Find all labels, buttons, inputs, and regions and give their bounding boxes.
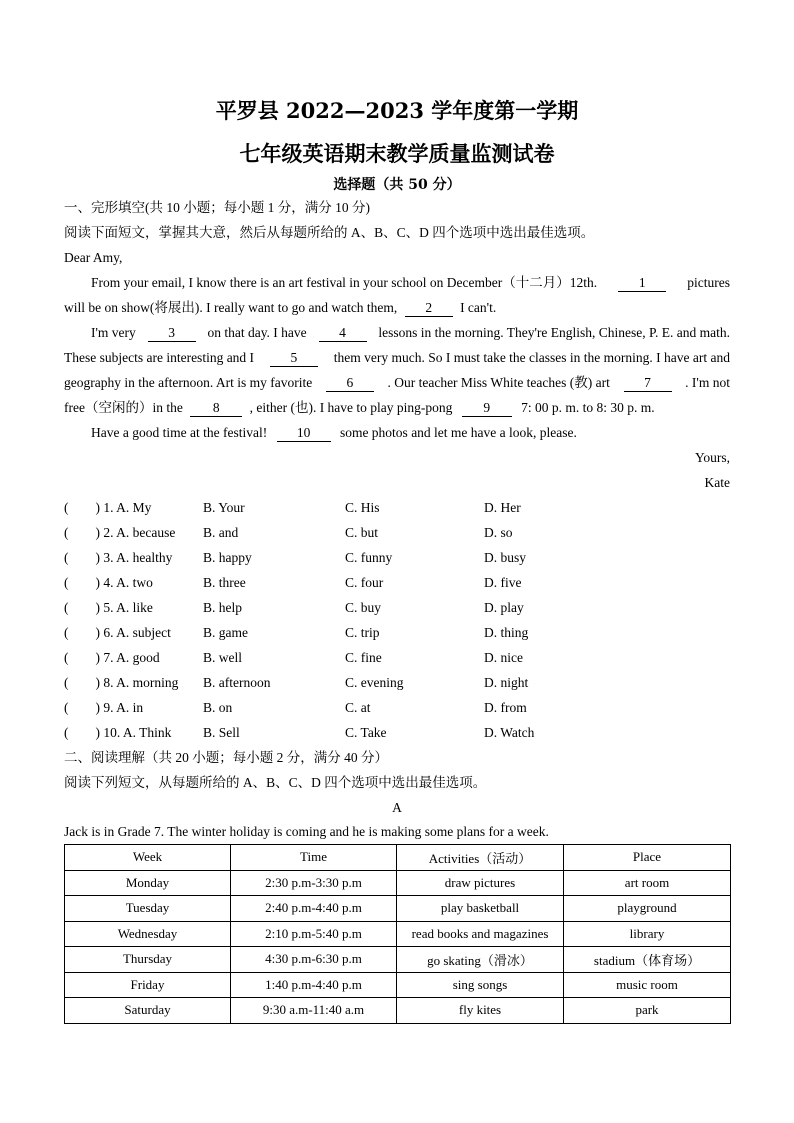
question-number-option-a: ( ) 10. A. Think	[64, 725, 172, 740]
table-row	[65, 947, 731, 973]
passage-text: them very much. So I must take the classes in the morning. I have art and	[333, 350, 730, 365]
option-c: C. His	[345, 500, 380, 515]
table-cell: read books and magazines	[397, 921, 564, 947]
blank-5: 5	[270, 350, 318, 367]
schedule-table	[64, 844, 731, 1024]
section2-heading: 二、阅读理解（共 20 小题；每小题 2 分，满分 40 分）	[64, 750, 388, 765]
option-c: C. four	[345, 575, 384, 590]
blank-6: 6	[326, 375, 374, 392]
passage-text: some photos and let me have a look, please.	[339, 425, 577, 440]
table-header: Activities（活动）	[397, 845, 564, 871]
passage-text: These subjects are interesting and I	[64, 350, 255, 365]
passage-line	[64, 373, 730, 393]
table-header: Time	[231, 845, 397, 871]
blank-3: 3	[148, 325, 196, 342]
option-b: B. afternoon	[203, 675, 271, 690]
option-c: C. trip	[345, 625, 380, 640]
table-cell: Tuesday	[65, 896, 231, 922]
table-cell: draw pictures	[397, 870, 564, 896]
blank-8: 8	[190, 400, 242, 417]
table-header: Place	[564, 845, 731, 871]
question-number-option-a: ( ) 6. A. subject	[64, 625, 171, 640]
table-cell: sing songs	[397, 972, 564, 998]
table-cell: 2:40 p.m-4:40 p.m	[231, 896, 397, 922]
option-d: D. Her	[484, 500, 521, 515]
passage-text: free（空闲的）in the	[64, 400, 183, 415]
option-d: D. thing	[484, 625, 529, 640]
table-cell: Saturday	[65, 998, 231, 1024]
table-cell: play basketball	[397, 896, 564, 922]
table-cell: 2:10 p.m-5:40 p.m	[231, 921, 397, 947]
option-d: D. from	[484, 700, 527, 715]
option-b: B. and	[203, 525, 239, 540]
option-c: C. but	[345, 525, 379, 540]
exam-title-line2: 七年级英语期末教学质量监测试卷	[239, 141, 555, 166]
letter-closing: Yours,	[694, 450, 730, 465]
section1-heading: 一、完形填空(共 10 小题；每小题 1 分，满分 10 分)	[64, 200, 370, 215]
option-d: D. five	[484, 575, 522, 590]
table-cell: stadium（体育场）	[564, 947, 731, 973]
blank-10: 10	[277, 425, 331, 442]
blank-1: 1	[618, 275, 666, 292]
section1-instruction: 阅读下面短文，掌握其大意，然后从每题所给的 A、B、C、D 四个选项中选出最佳选项。	[64, 225, 595, 240]
table-cell: Friday	[65, 972, 231, 998]
passage-label: A	[392, 800, 402, 815]
passage-text: 7: 00 p. m. to 8: 30 p. m.	[521, 400, 655, 415]
table-cell: 1:40 p.m-4:40 p.m	[231, 972, 397, 998]
option-c: C. Take	[345, 725, 387, 740]
letter-greeting: Dear Amy,	[64, 250, 123, 265]
passage-text: geography in the afternoon. Art is my favorite	[64, 375, 313, 390]
option-b: B. Your	[203, 500, 245, 515]
table-row	[65, 972, 731, 998]
exam-title-line1: 平罗县 2022—2023 学年度第一学期	[215, 98, 579, 123]
question-number-option-a: ( ) 9. A. in	[64, 700, 144, 715]
option-d: D. Watch	[484, 725, 535, 740]
table-cell: park	[564, 998, 731, 1024]
passage-line	[64, 398, 655, 418]
option-c: C. funny	[345, 550, 393, 565]
passage-text: . I'm not	[685, 375, 730, 390]
section2-instruction: 阅读下列短文，从每题所给的 A、B、C、D 四个选项中选出最佳选项。	[64, 775, 487, 790]
table-cell: art room	[564, 870, 731, 896]
option-c: C. at	[345, 700, 371, 715]
table-cell: playground	[564, 896, 731, 922]
passage-text: lessons in the morning. They're English, Chinese, P. E. and math.	[378, 325, 730, 340]
passage-text: . Our teacher Miss White teaches (教) art	[387, 375, 610, 390]
passage-text: on that day. I have	[207, 325, 307, 340]
table-cell: Thursday	[65, 947, 231, 973]
table-cell: Monday	[65, 870, 231, 896]
passage-text: will be on show(将展出). I really want to go and watch them,	[64, 300, 398, 315]
table-row	[65, 870, 731, 896]
table-row	[65, 998, 731, 1024]
option-b: B. game	[203, 625, 248, 640]
table-row	[65, 896, 731, 922]
table-cell: 4:30 p.m-6:30 p.m	[231, 947, 397, 973]
option-b: B. happy	[203, 550, 252, 565]
option-d: D. nice	[484, 650, 523, 665]
option-d: D. so	[484, 525, 513, 540]
option-b: B. on	[203, 700, 233, 715]
table-cell: 2:30 p.m-3:30 p.m	[231, 870, 397, 896]
table-header: Week	[65, 845, 231, 871]
question-number-option-a: ( ) 1. A. My	[64, 500, 152, 515]
passage-intro: Jack is in Grade 7. The winter holiday is coming and he is making some plans for a week.	[64, 824, 549, 839]
passage-text: pictures	[687, 275, 730, 290]
blank-2: 2	[405, 300, 453, 317]
passage-line	[91, 273, 730, 293]
passage-text: I can't.	[460, 300, 497, 315]
option-b: B. three	[203, 575, 246, 590]
passage-line	[64, 298, 496, 318]
option-c: C. evening	[345, 675, 404, 690]
question-number-option-a: ( ) 7. A. good	[64, 650, 160, 665]
option-d: D. busy	[484, 550, 527, 565]
option-d: D. night	[484, 675, 529, 690]
option-c: C. fine	[345, 650, 382, 665]
passage-text: Have a good time at the festival!	[91, 425, 268, 440]
passage-line	[64, 348, 730, 368]
question-number-option-a: ( ) 3. A. healthy	[64, 550, 173, 565]
blank-9: 9	[462, 400, 512, 417]
passage-line	[91, 423, 577, 443]
table-cell: music room	[564, 972, 731, 998]
question-number-option-a: ( ) 5. A. like	[64, 600, 153, 615]
table-row	[65, 921, 731, 947]
option-d: D. play	[484, 600, 524, 615]
passage-line	[91, 323, 730, 343]
table-cell: fly kites	[397, 998, 564, 1024]
question-number-option-a: ( ) 2. A. because	[64, 525, 176, 540]
passage-text: From your email, I know there is an art festival in your school on December（十二月）12th.	[91, 275, 598, 290]
question-number-option-a: ( ) 8. A. morning	[64, 675, 179, 690]
option-b: B. well	[203, 650, 242, 665]
option-c: C. buy	[345, 600, 382, 615]
blank-4: 4	[319, 325, 367, 342]
section-subtitle: 选择题（共 50 分）	[333, 177, 461, 193]
option-b: B. help	[203, 600, 242, 615]
passage-text: I'm very	[91, 325, 136, 340]
table-cell: Wednesday	[65, 921, 231, 947]
table-cell: library	[564, 921, 731, 947]
option-b: B. Sell	[203, 725, 240, 740]
table-cell: go skating（滑冰）	[397, 947, 564, 973]
question-number-option-a: ( ) 4. A. two	[64, 575, 153, 590]
blank-7: 7	[624, 375, 672, 392]
table-header-row	[65, 845, 731, 871]
passage-text: , either (也). I have to play ping-pong	[249, 400, 453, 415]
letter-signature: Kate	[704, 475, 730, 490]
table-cell: 9:30 a.m-11:40 a.m	[231, 998, 397, 1024]
